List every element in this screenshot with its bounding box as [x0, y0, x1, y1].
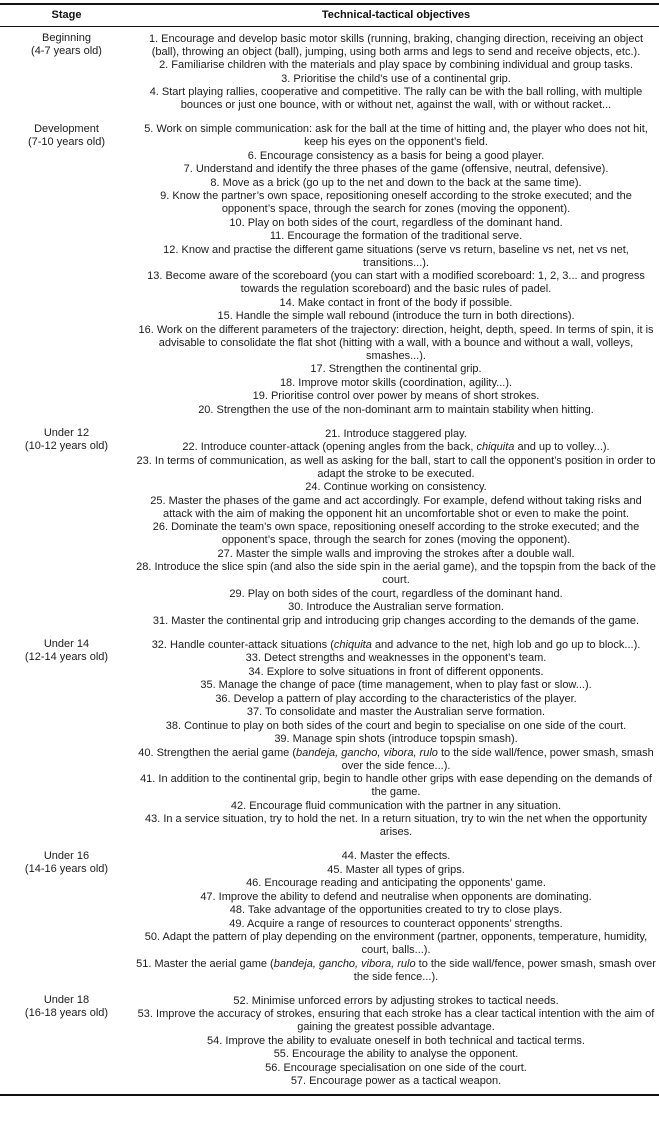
stage-row	[0, 422, 659, 633]
stage-name: Beginning	[42, 32, 91, 44]
objective-item: 49. Acquire a range of resources to counteract opponents’ strengths.	[229, 917, 563, 930]
objective-item: 15. Handle the simple wall rebound (introduce the turn in both directions).	[217, 310, 575, 322]
objective-item: 7. Understand and identify the three phases of the game (offensive, neutral, defensive).	[183, 163, 609, 175]
objective-item: 27. Master the simple walls and improving the strokes after a double wall.	[217, 547, 575, 560]
stage-age-range: (14-16 years old)	[24, 862, 109, 875]
table-body	[0, 27, 659, 1095]
stage-name: Under 12	[43, 427, 90, 439]
stage-name: Under 16	[43, 849, 90, 862]
objective-item: 17. Strengthen the continental grip.	[310, 363, 482, 375]
stage-row	[0, 27, 659, 118]
objective-item: 41. In addition to the continental grip, begin to handle other grips with ease depending on the demands of the game.	[140, 773, 652, 798]
stage-name: Development	[34, 122, 99, 135]
objective-item: 11. Encourage the formation of the traditional serve.	[269, 230, 523, 242]
objective-item: 33. Detect strengths and weaknesses in the opponent’s team.	[245, 652, 547, 664]
objective-item: 25. Master the phases of the game and act accordingly. For example, defend without taking risks and attack with the aim of making the opponent hit an uncomfortable shot or even to make the point.	[150, 494, 642, 520]
objective-item: 39. Manage spin shots (introduce topspin smash).	[274, 733, 518, 745]
objective-item: 55. Encourage the ability to analyse the opponent.	[273, 1048, 519, 1060]
stage-cell	[0, 27, 133, 118]
italic-term: chiquita	[476, 441, 515, 453]
objective-item: 43. In a service situation, try to hold the net. In a return situation, try to win the net when the opportunity arises.	[144, 813, 647, 838]
objective-item: 46. Encourage reading and anticipating the opponents’ game.	[246, 877, 546, 889]
objective-item: 28. Introduce the slice spin (and also the side spin in the aerial game), and the topspin from the back of the court.	[136, 561, 656, 586]
objective-item: 57. Encourage power as a tactical weapon.	[290, 1075, 502, 1087]
stage-age-range: (10-12 years old)	[24, 440, 109, 452]
italic-term: bandeja, gancho, vibora, rulo	[296, 746, 438, 759]
objectives-cell	[133, 845, 659, 990]
stage-cell	[0, 422, 133, 633]
objective-item: 19. Prioritise control over power by means of short strokes.	[252, 390, 540, 402]
objective-item: 56. Encourage specialisation on one side of the court.	[265, 1061, 527, 1074]
objective-item: 2. Familiarise children with the materials and play space by combining individual and group tasks.	[159, 59, 633, 71]
objective-item: 37. To consolidate and master the Australian serve formation.	[246, 706, 546, 718]
objective-item: 31. Master the continental grip and introducing grip changes according to the demands of the game.	[152, 614, 640, 627]
stage-cell	[0, 845, 133, 990]
stage-column-header: Stage	[0, 4, 133, 27]
objective-item: 29. Play on both sides of the court, regardless of the dominant hand.	[229, 587, 563, 600]
stage-age-range: (16-18 years old)	[24, 1007, 109, 1019]
objective-item: 9. Know the partner’s own space, repositioning oneself according to the stroke executed; and the opponent’s space, through the search for zones (moving the opponent).	[160, 190, 632, 215]
objective-item: 44. Master the effects.	[341, 850, 451, 862]
objective-item: 6. Encourage consistency as a basis for being a good player.	[247, 149, 545, 162]
objectives-cell	[133, 27, 659, 118]
stages-table	[0, 3, 659, 1096]
objective-item: 50. Adapt the pattern of play depending on the environment (partner, opponents, temperature, humidity, court, balls...).	[144, 931, 648, 956]
objective-item: 40. Strengthen the aerial game (bandeja, gancho, vibora, rulo to the side wall/fence, power smash, smash over the side fence...).	[138, 746, 654, 772]
objective-item: 3. Prioritise the child’s use of a continental grip.	[281, 72, 511, 85]
objective-item: 16. Work on the different parameters of the trajectory: direction, height, depth, speed. In terms of spin, it is advisable to consolidate the flat shot (hitting with a wall, with a bounce and without a wall, volleys, smashes...).	[138, 323, 654, 362]
objective-item: 30. Introduce the Australian serve formation.	[288, 601, 504, 613]
objective-item: 14. Make contact in front of the body if possible.	[279, 296, 513, 309]
header-row	[0, 4, 659, 27]
stage-row	[0, 118, 659, 423]
objective-item: 54. Improve the ability to evaluate oneself in both technical and tactical terms.	[207, 1034, 585, 1047]
objectives-column-header: Technical-tactical objectives	[133, 4, 659, 27]
stage-cell	[0, 989, 133, 1095]
objective-item: 18. Improve motor skills (coordination, agility...).	[279, 376, 513, 389]
stage-row	[0, 845, 659, 990]
objective-item: 42. Encourage fluid communication with the partner in any situation.	[230, 799, 562, 812]
stage-row	[0, 633, 659, 845]
stage-age-range: (12-14 years old)	[24, 651, 109, 663]
stage-name: Under 18	[43, 994, 90, 1006]
objective-item: 22. Introduce counter-attack (opening angles from the back, chiquita and up to volley...).	[182, 441, 610, 453]
objectives-cell	[133, 989, 659, 1095]
stage-age-range: (7-10 years old)	[27, 135, 106, 148]
objective-item: 53. Improve the accuracy of strokes, ensuring that each stroke has a clear tactical intention with the aim of gaining the greatest possible advantage.	[137, 1008, 655, 1033]
objective-item: 13. Become aware of the scoreboard (you can start with a modified scoreboard: 1, 2, 3... and progress towards the regulation scoreboard) and the basic rules of padel.	[147, 270, 645, 295]
objective-item: 21. Introduce staggered play.	[325, 427, 467, 440]
objective-item: 5. Work on simple communication: ask for the ball at the time of hitting and, the player who does not hit, keep his eyes on the opponent’s field.	[144, 123, 648, 148]
objective-item: 45. Master all types of grips.	[327, 863, 465, 876]
objective-item: 34. Explore to solve situations in front of different opponents.	[248, 665, 544, 678]
objective-item: 12. Know and practise the different game situations (serve vs return, baseline vs net, net vs net, transitions...).	[163, 243, 629, 269]
stage-cell	[0, 118, 133, 423]
objective-item: 8. Move as a brick (go up to the net and down to the back at the same time).	[210, 176, 582, 189]
stage-name: Under 14	[43, 638, 90, 650]
objective-item: 35. Manage the change of pace (time management, when to play fast or slow...).	[200, 679, 592, 691]
objective-item: 47. Improve the ability to defend and neutralise when opponents are dominating.	[200, 890, 592, 903]
objective-item: 10. Play on both sides of the court, regardless of the dominant hand.	[229, 216, 563, 229]
stage-cell	[0, 633, 133, 845]
stage-age-range: (4-7 years old)	[31, 45, 102, 57]
objective-item: 52. Minimise unforced errors by adjusting strokes to tactical needs.	[233, 994, 559, 1007]
italic-term: bandeja, gancho, vibora, rulo	[273, 957, 416, 970]
italic-term: chiquita	[333, 638, 372, 651]
objective-item: 36. Develop a pattern of play according to the characteristics of the player.	[215, 692, 577, 705]
objectives-cell	[133, 118, 659, 423]
objective-item: 48. Take advantage of the opportunities created to try to close plays.	[229, 904, 563, 916]
stage-row	[0, 989, 659, 1095]
objective-item: 38. Continue to play on both sides of the court and begin to specialise on one side of the court.	[165, 719, 627, 732]
objective-item: 1. Encourage and develop basic motor skills (running, braking, changing direction, receiving an object (ball), throwing an object (ball), jumping, using both arms and legs to send and receive objects, etc.).	[148, 32, 644, 58]
objective-item: 32. Handle counter-attack situations (chiquita and advance to the net, high lob and go up to block...).	[151, 638, 641, 651]
objective-item: 24. Continue working on consistency.	[305, 481, 487, 493]
objectives-cell	[133, 633, 659, 845]
objective-item: 26. Dominate the team’s own space, repositioning oneself according to the stroke executed; and the opponent’s space, through the search for zones (moving the opponent).	[152, 521, 640, 546]
objectives-cell	[133, 422, 659, 633]
objective-item: 51. Master the aerial game (bandeja, gancho, vibora, rulo to the side wall/fence, power smash, smash over the side fence...).	[136, 957, 656, 983]
objective-item: 23. In terms of communication, as well as asking for the ball, start to call the opponent’s position in order to adapt the stroke to be executed.	[136, 454, 656, 480]
objective-item: 20. Strengthen the use of the non-dominant arm to maintain stability when hitting.	[198, 403, 594, 416]
objective-item: 4. Start playing rallies, cooperative and competitive. The rally can be with the ball rolling, with multiple bounces or just one bounce, with or without net, against the wall, with or without racket...	[149, 86, 643, 111]
